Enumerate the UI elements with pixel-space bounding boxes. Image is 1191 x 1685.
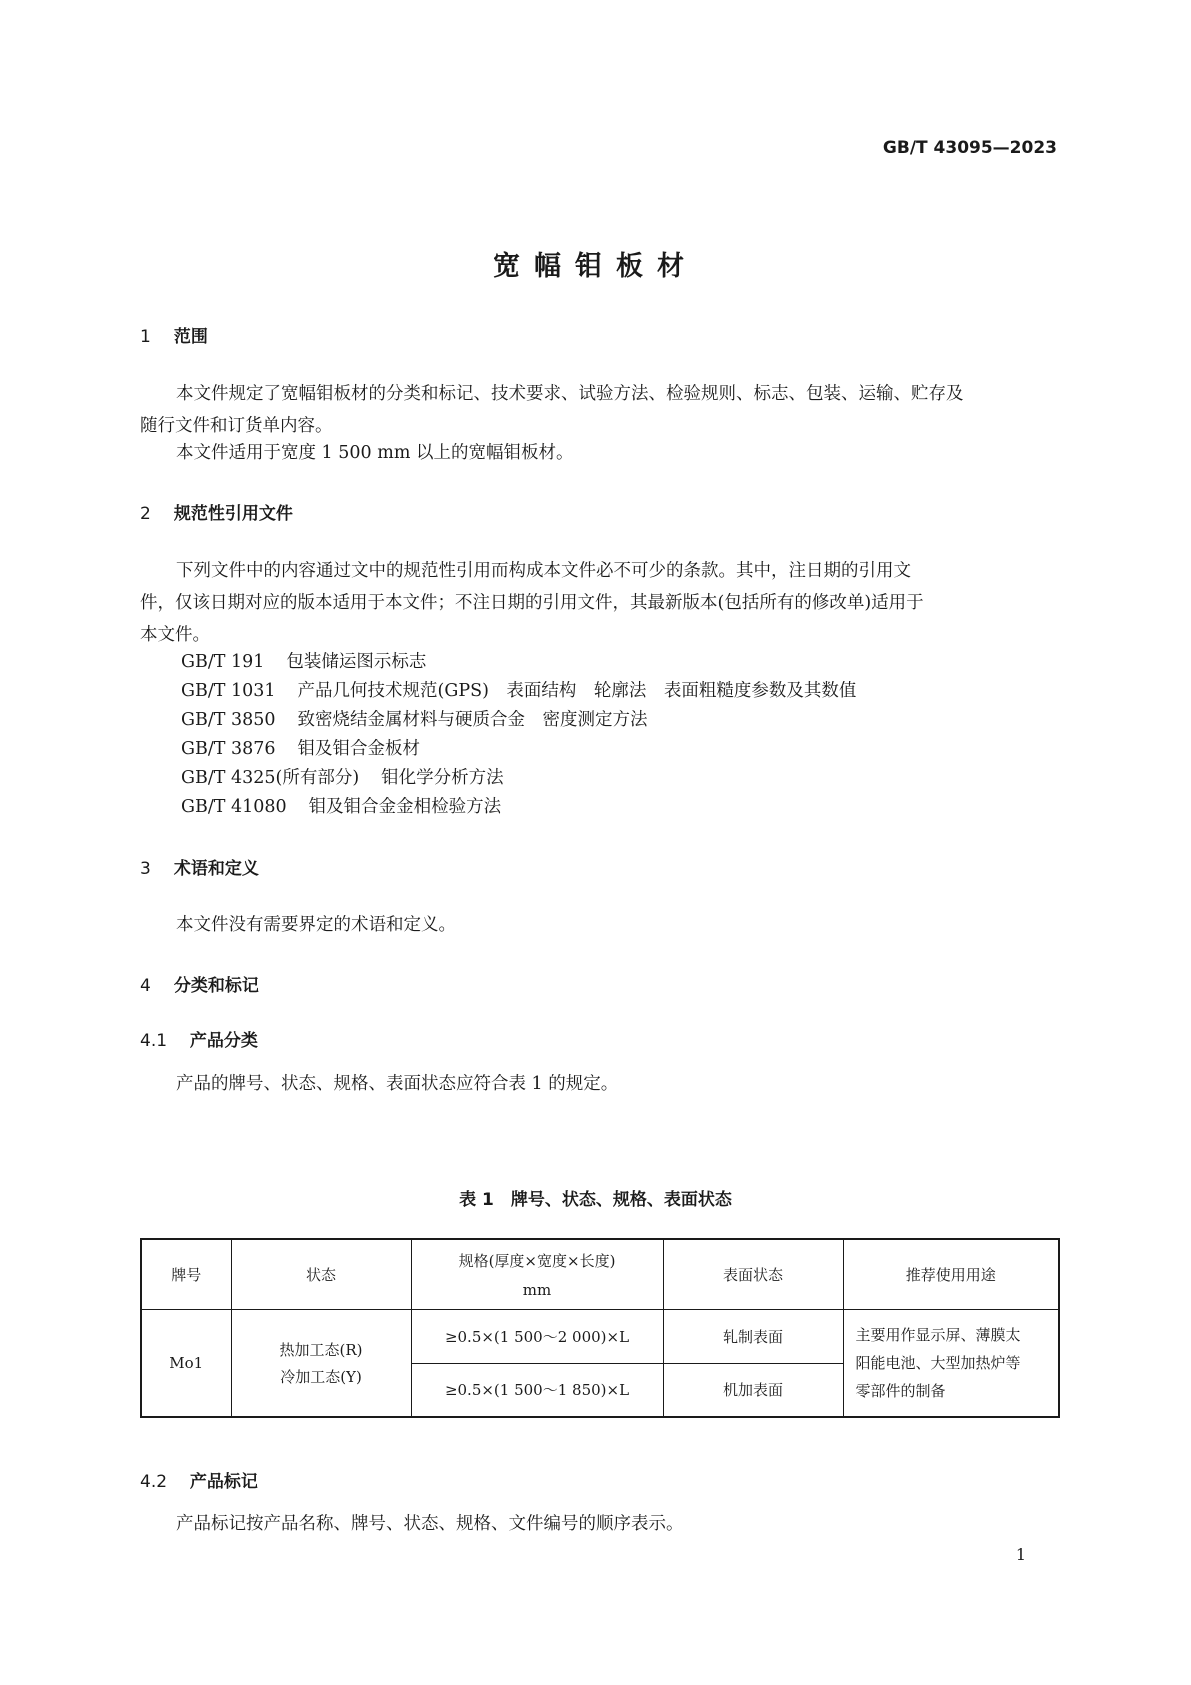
reference-code: GB/T 191 xyxy=(181,652,265,672)
section-4-1-heading xyxy=(140,1026,258,1051)
reference-code: GB/T 1031 xyxy=(181,681,276,701)
section-4-1-paragraph-1 xyxy=(140,1068,1052,1100)
document-title: 宽幅钼板材 xyxy=(493,251,698,282)
usage-line: 主要用作显示屏、薄膜太 xyxy=(855,1325,1021,1344)
section-4-heading xyxy=(140,971,259,996)
reference-title: 钼及钼合金金相检验方法 xyxy=(308,797,502,817)
section-title: 产品分类 xyxy=(189,1031,258,1051)
section-4-2-paragraph-1 xyxy=(140,1508,1052,1540)
table-row xyxy=(141,1309,1059,1363)
section-title: 规范性引用文件 xyxy=(173,504,293,524)
section-4-2-heading xyxy=(140,1467,258,1492)
usage-line: 零部件的制备 xyxy=(855,1381,946,1400)
section-title: 范围 xyxy=(173,327,208,347)
reference-code: GB/T 3876 xyxy=(181,739,276,759)
normative-reference-item xyxy=(181,677,856,702)
normative-reference-item xyxy=(181,735,420,760)
header-surface: 表面状态 xyxy=(663,1239,843,1309)
cell-spec: ≥0.5×(1 500～2 000)×L xyxy=(411,1309,663,1363)
paragraph-line: 本文件没有需要界定的术语和定义。 xyxy=(176,915,456,935)
reference-title: 钼化学分析方法 xyxy=(381,768,504,788)
reference-code: GB/T 3850 xyxy=(181,710,276,730)
table-1-caption: 表 1 牌号、状态、规格、表面状态 xyxy=(459,1190,732,1210)
cell-usage xyxy=(843,1309,1059,1417)
normative-reference-item xyxy=(181,706,648,731)
reference-code: GB/T 4325(所有部分) xyxy=(181,768,360,788)
table-1 xyxy=(140,1238,1060,1418)
paragraph-line: 下列文件中的内容通过文中的规范性引用而构成本文件必不可少的条款。其中，注日期的引用文 xyxy=(176,561,911,581)
reference-title: 产品几何技术规范(GPS) 表面结构 轮廓法 表面粗糙度参数及其数值 xyxy=(297,681,857,701)
section-3-heading xyxy=(140,854,259,879)
reference-title: 致密烧结金属材料与硬质合金 密度测定方法 xyxy=(297,710,648,730)
cell-grade: Mo1 xyxy=(141,1309,231,1417)
paragraph-line: 产品标记按产品名称、牌号、状态、规格、文件编号的顺序表示。 xyxy=(176,1514,684,1534)
header-grade: 牌号 xyxy=(141,1239,231,1309)
paragraph-line: 产品的牌号、状态、规格、表面状态应符合表 1 的规定。 xyxy=(176,1074,619,1094)
section-3-paragraph-1 xyxy=(140,909,1052,941)
normative-reference-item xyxy=(181,648,426,673)
page-number: 1 xyxy=(1015,1545,1026,1564)
normative-reference-item xyxy=(181,764,504,789)
paragraph-line: 本文件适用于宽度 1 500 mm 以上的宽幅钼板材。 xyxy=(176,443,574,463)
header-spec-unit: mm xyxy=(522,1280,552,1299)
state-cold: 冷加工态(Y) xyxy=(280,1367,362,1386)
reference-title: 包装储运图示标志 xyxy=(286,652,427,672)
section-1-paragraph-2 xyxy=(140,437,1052,469)
section-title: 分类和标记 xyxy=(173,976,259,996)
section-number: 1 xyxy=(140,327,151,347)
table-header-row xyxy=(141,1239,1059,1309)
section-2-paragraph-1 xyxy=(140,555,1052,651)
cell-spec: ≥0.5×(1 500～1 850)×L xyxy=(411,1363,663,1417)
paragraph-line: 件，仅该日期对应的版本适用于本文件；不注日期的引用文件，其最新版本(包括所有的修改单)适用于 xyxy=(140,593,924,613)
header-spec-line: 规格(厚度×宽度×长度) xyxy=(458,1251,616,1270)
header-spec xyxy=(411,1239,663,1309)
header-state: 状态 xyxy=(231,1239,411,1309)
paragraph-line: 随行文件和订货单内容。 xyxy=(140,416,333,436)
paragraph-line: 本文件。 xyxy=(140,625,210,645)
section-number: 2 xyxy=(140,504,151,524)
cell-surface: 轧制表面 xyxy=(663,1309,843,1363)
section-title: 产品标记 xyxy=(189,1472,258,1492)
reference-title: 钼及钼合金板材 xyxy=(297,739,421,759)
document-code: GB/T 43095—2023 xyxy=(882,138,1057,158)
normative-reference-item xyxy=(181,793,501,818)
section-2-heading xyxy=(140,499,293,524)
state-hot: 热加工态(R) xyxy=(279,1340,363,1359)
cell-state xyxy=(231,1309,411,1417)
reference-code: GB/T 41080 xyxy=(181,797,287,817)
cell-surface: 机加表面 xyxy=(663,1363,843,1417)
section-number: 4.2 xyxy=(140,1472,168,1492)
section-1-paragraph-1 xyxy=(140,378,1052,442)
usage-line: 阳能电池、大型加热炉等 xyxy=(855,1353,1021,1372)
section-number: 4 xyxy=(140,976,151,996)
section-title: 术语和定义 xyxy=(173,859,259,879)
section-number: 4.1 xyxy=(140,1031,168,1051)
section-1-heading xyxy=(140,322,208,347)
paragraph-line: 本文件规定了宽幅钼板材的分类和标记、技术要求、试验方法、检验规则、标志、包装、运输、贮存及 xyxy=(176,384,964,404)
section-number: 3 xyxy=(140,859,151,879)
header-usage: 推荐使用用途 xyxy=(843,1239,1059,1309)
